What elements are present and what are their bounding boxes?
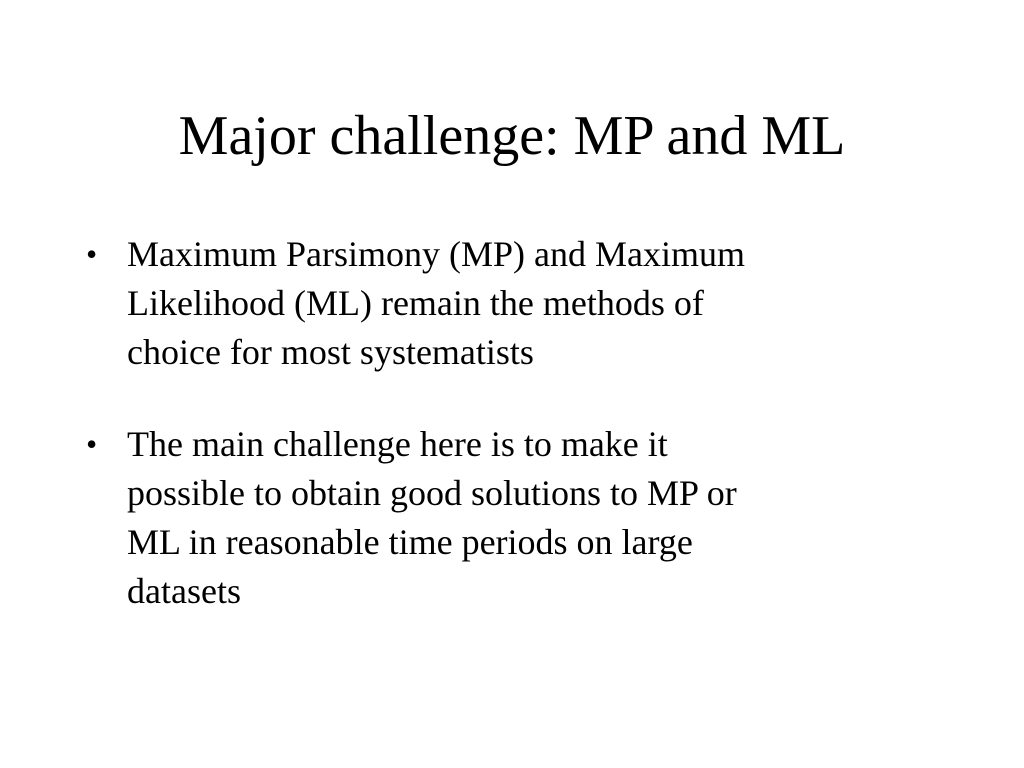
bullet-text-line: Maximum Parsimony (MP) and Maximum	[127, 234, 745, 274]
bullet-item	[84, 420, 944, 616]
slide-title: Major challenge: MP and ML	[178, 105, 846, 167]
bullet-list	[84, 230, 944, 659]
bullet-text-line: possible to obtain good solutions to MP or	[127, 473, 737, 513]
bullet-text-line: choice for most systematists	[127, 332, 534, 372]
bullet-text-line: The main challenge here is to make it	[127, 424, 668, 464]
bullet-text-line: Likelihood (ML) remain the methods of	[127, 283, 704, 323]
bullet-item	[84, 230, 944, 377]
bullet-dot-icon: •	[86, 236, 98, 272]
bullet-dot-icon: •	[86, 426, 98, 462]
bullet-text-line: datasets	[127, 571, 241, 611]
bullet-text-line: ML in reasonable time periods on large	[127, 522, 693, 562]
